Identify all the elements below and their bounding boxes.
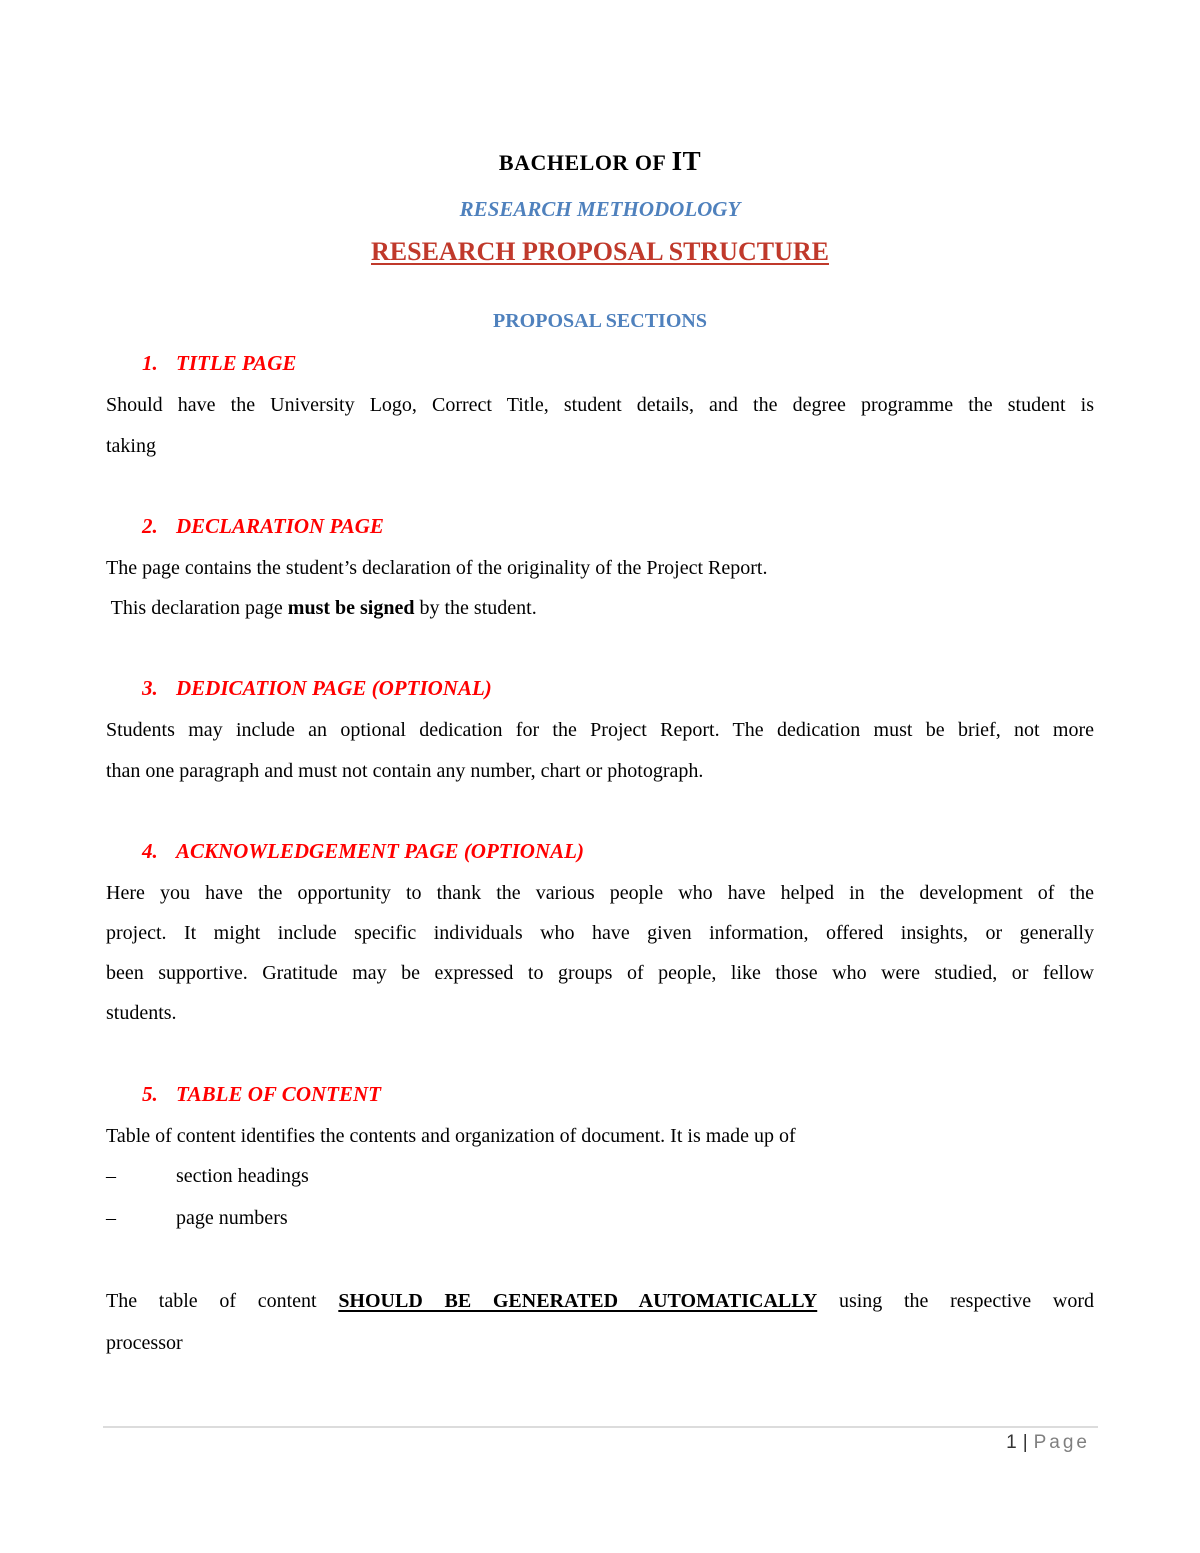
section-heading-text: ACKNOWLEDGEMENT PAGE (OPTIONAL) — [176, 839, 584, 863]
section-number: 2. — [142, 514, 158, 538]
section-heading-table-of-content — [142, 1082, 381, 1107]
section-body-line: students. — [106, 1002, 177, 1024]
section-heading-title-page — [142, 351, 296, 376]
footer-divider — [103, 1426, 1098, 1428]
body-emphasis: SHOULD BE GENERATED AUTOMATICALLY — [338, 1290, 818, 1312]
section-body-line: Table of content identifies the contents and organization of document. It is made up of — [106, 1125, 796, 1147]
body-text: This declaration page — [106, 597, 288, 619]
list-item-text: section headings — [176, 1165, 309, 1187]
list-item — [106, 1207, 288, 1230]
section-body-line — [106, 596, 537, 620]
section-body-line: Here you have the opportunity to thank the various people who have helped in the development of the — [106, 882, 1094, 904]
list-item — [106, 1165, 309, 1188]
sections-title: PROPOSAL SECTIONS — [493, 310, 707, 332]
program-title-suffix: IT — [671, 146, 702, 176]
section-heading-text: DECLARATION PAGE — [176, 514, 384, 538]
bullet-dash: – — [106, 1165, 116, 1187]
section-heading-dedication-page — [142, 676, 492, 701]
section-heading-acknowledgement-page — [142, 839, 584, 864]
section-body-line: Should have the University Logo, Correct Title, student details, and the degree programme the student is — [106, 394, 1094, 416]
section-body-line: project. It might include specific individuals who have given information, offered insights, or generally — [106, 922, 1094, 944]
program-title-prefix: BACHELOR OF — [498, 150, 672, 175]
bullet-dash: – — [106, 1207, 116, 1229]
page-label: Page — [1033, 1432, 1090, 1453]
section-heading-text: DEDICATION PAGE (OPTIONAL) — [176, 676, 492, 700]
section-body-line: been supportive. Gratitude may be expressed to groups of people, like those who were studied, or fellow — [106, 962, 1094, 984]
section-heading-text: TITLE PAGE — [176, 351, 297, 375]
footer-separator: | — [1022, 1432, 1028, 1453]
section-body-line: than one paragraph and must not contain any number, chart or photograph. — [106, 760, 704, 782]
section-body-line: Students may include an optional dedication for the Project Report. The dedication must be brief, not more — [106, 719, 1094, 741]
body-text: using the respective word — [817, 1290, 1094, 1312]
document-title: RESEARCH PROPOSAL STRUCTURE — [371, 237, 829, 266]
section-heading-text: TABLE OF CONTENT — [176, 1082, 381, 1106]
section-number: 5. — [142, 1082, 158, 1106]
section-body-line — [106, 1289, 1094, 1313]
section-body-line: processor — [106, 1332, 183, 1354]
section-number: 3. — [142, 676, 158, 700]
page-footer — [1006, 1432, 1090, 1454]
section-number: 1. — [142, 351, 158, 375]
section-body-line: taking — [106, 435, 156, 457]
section-heading-declaration-page — [142, 514, 384, 539]
program-title — [0, 146, 1200, 177]
list-item-text: page numbers — [176, 1207, 288, 1229]
body-text: The table of content — [106, 1290, 339, 1312]
section-body-line: The page contains the student’s declaration of the originality of the Project Report. — [106, 557, 768, 579]
body-emphasis: must be signed — [287, 597, 415, 619]
section-number: 4. — [142, 839, 158, 863]
body-text: by the student. — [414, 597, 537, 619]
course-title: RESEARCH METHODOLOGY — [459, 197, 741, 221]
page-number: 1 — [1006, 1432, 1017, 1453]
